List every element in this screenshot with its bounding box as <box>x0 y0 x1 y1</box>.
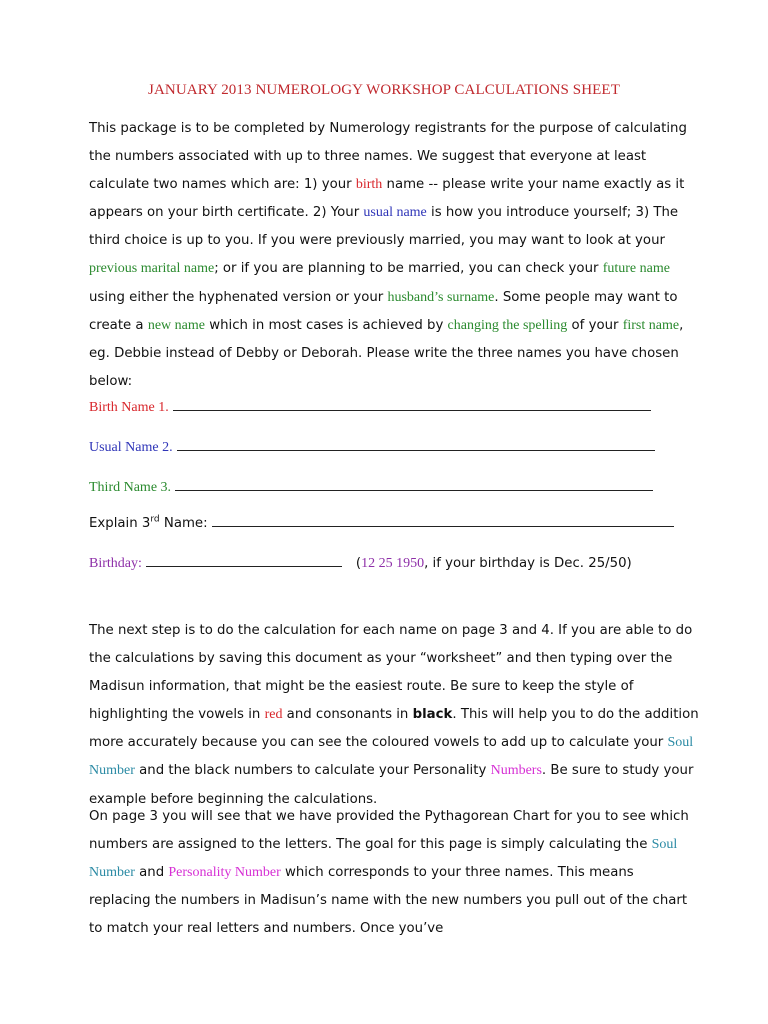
first-name-highlight: first name <box>622 317 680 333</box>
red-highlight: red <box>264 707 283 723</box>
future-name-highlight: future name <box>602 261 670 277</box>
intro-text-7: which in most cases is achieved by <box>204 317 448 333</box>
intro-text-6: . Some people may want to create a <box>89 289 678 333</box>
next-step-text-5: . Be sure to study your example before beginning the calculations. <box>89 763 694 807</box>
next-step-text-3: . This will help you to do the addition more accurately because you can see the coloured vowels to add up to calculate your <box>89 707 699 751</box>
usual-name-highlight: usual name <box>363 205 427 221</box>
birth-highlight: birth <box>355 177 383 193</box>
soul-number-highlight-2: Soul Number <box>89 837 678 881</box>
birth-name-label: Birth Name 1. <box>89 400 169 415</box>
next-step-text-1: The next step is to do the calculation for each name on page 3 and 4. If you are able to do the calculations by saving this document as your “worksheet” and then typing over the Madisun information, that might be the easiest route. Be sure to keep the style of highlighting the vowels in <box>89 623 693 723</box>
next-step-text-2: and consonants in <box>282 707 413 723</box>
usual-name-label: Usual Name 2. <box>89 440 173 455</box>
page-3-text-1: On page 3 you will see that we have provided the Pythagorean Chart for you to see which numbers are assigned to the letters. The goal for this page is simply calculating the <box>89 809 689 853</box>
intro-text-5: using either the hyphenated version or your <box>89 289 388 305</box>
numbers-highlight: Numbers <box>490 763 542 779</box>
third-name-blank[interactable] <box>175 478 653 491</box>
birth-name-blank[interactable] <box>173 398 651 411</box>
explain-name-field[interactable] <box>89 514 699 531</box>
page-3-text-3: which corresponds to your three names. This means replacing the numbers in Madisun’s name with the new numbers you pull out of the chart to match your real letters and numbers. Once you’ve <box>89 865 688 937</box>
page-3-text-2: and <box>134 865 169 881</box>
soul-number-highlight: Soul Number <box>89 735 694 779</box>
black-highlight: black <box>412 707 453 723</box>
explain-label: Explain 3 <box>89 516 151 531</box>
usual-name-blank[interactable] <box>177 438 655 451</box>
usual-name-field[interactable] <box>89 438 699 456</box>
new-name-highlight: new name <box>147 317 205 333</box>
explain-label-suffix: Name: <box>159 516 208 531</box>
intro-text-8: of your <box>567 317 623 333</box>
explain-name-blank[interactable] <box>212 514 674 527</box>
page-3-paragraph <box>89 803 699 943</box>
page-title: JANUARY 2013 NUMEROLOGY WORKSHOP CALCULATIONS SHEET <box>148 82 620 98</box>
changing-spelling-highlight: changing the spelling <box>447 317 568 333</box>
third-name-label: Third Name 3. <box>89 480 172 495</box>
next-step-paragraph <box>89 617 699 814</box>
intro-text-2: name -- please write your name exactly as it appears on your birth certificate. 2) Your <box>89 177 685 221</box>
intro-text-9: , eg. Debbie instead of Debby or Deborah. Please write the three names you have chosen below: <box>89 317 684 389</box>
birthday-blank[interactable] <box>146 554 342 567</box>
third-name-field[interactable] <box>89 478 699 496</box>
birthday-example-date: 12 25 1950 <box>361 556 425 571</box>
previous-marital-name-highlight: previous marital name <box>89 261 215 277</box>
next-step-text-4: and the black numbers to calculate your Personality <box>134 763 491 779</box>
birthday-field[interactable] <box>89 554 699 572</box>
intro-text-1: This package is to be completed by Numerology registrants for the purpose of calculating the numbers associated with up to three names. We suggest that everyone at least calculate two names which are: 1) your <box>89 121 687 193</box>
birthday-label: Birthday: <box>89 556 142 571</box>
birthday-example-rest: , if your birthday is Dec. 25/50) <box>424 556 632 571</box>
birth-name-field[interactable] <box>89 398 699 416</box>
explain-label-superscript: rd <box>150 514 160 525</box>
husbands-surname-highlight: husband’s surname <box>387 289 495 305</box>
personality-number-highlight: Personality Number <box>168 865 281 881</box>
intro-paragraph <box>89 115 699 396</box>
intro-text-4: ; or if you are planning to be married, you can check your <box>214 261 603 277</box>
intro-text-3: is how you introduce yourself; 3) The third choice is up to you. If you were previously married, you may want to look at your <box>89 205 679 249</box>
birthday-example-open: ( <box>355 556 362 571</box>
